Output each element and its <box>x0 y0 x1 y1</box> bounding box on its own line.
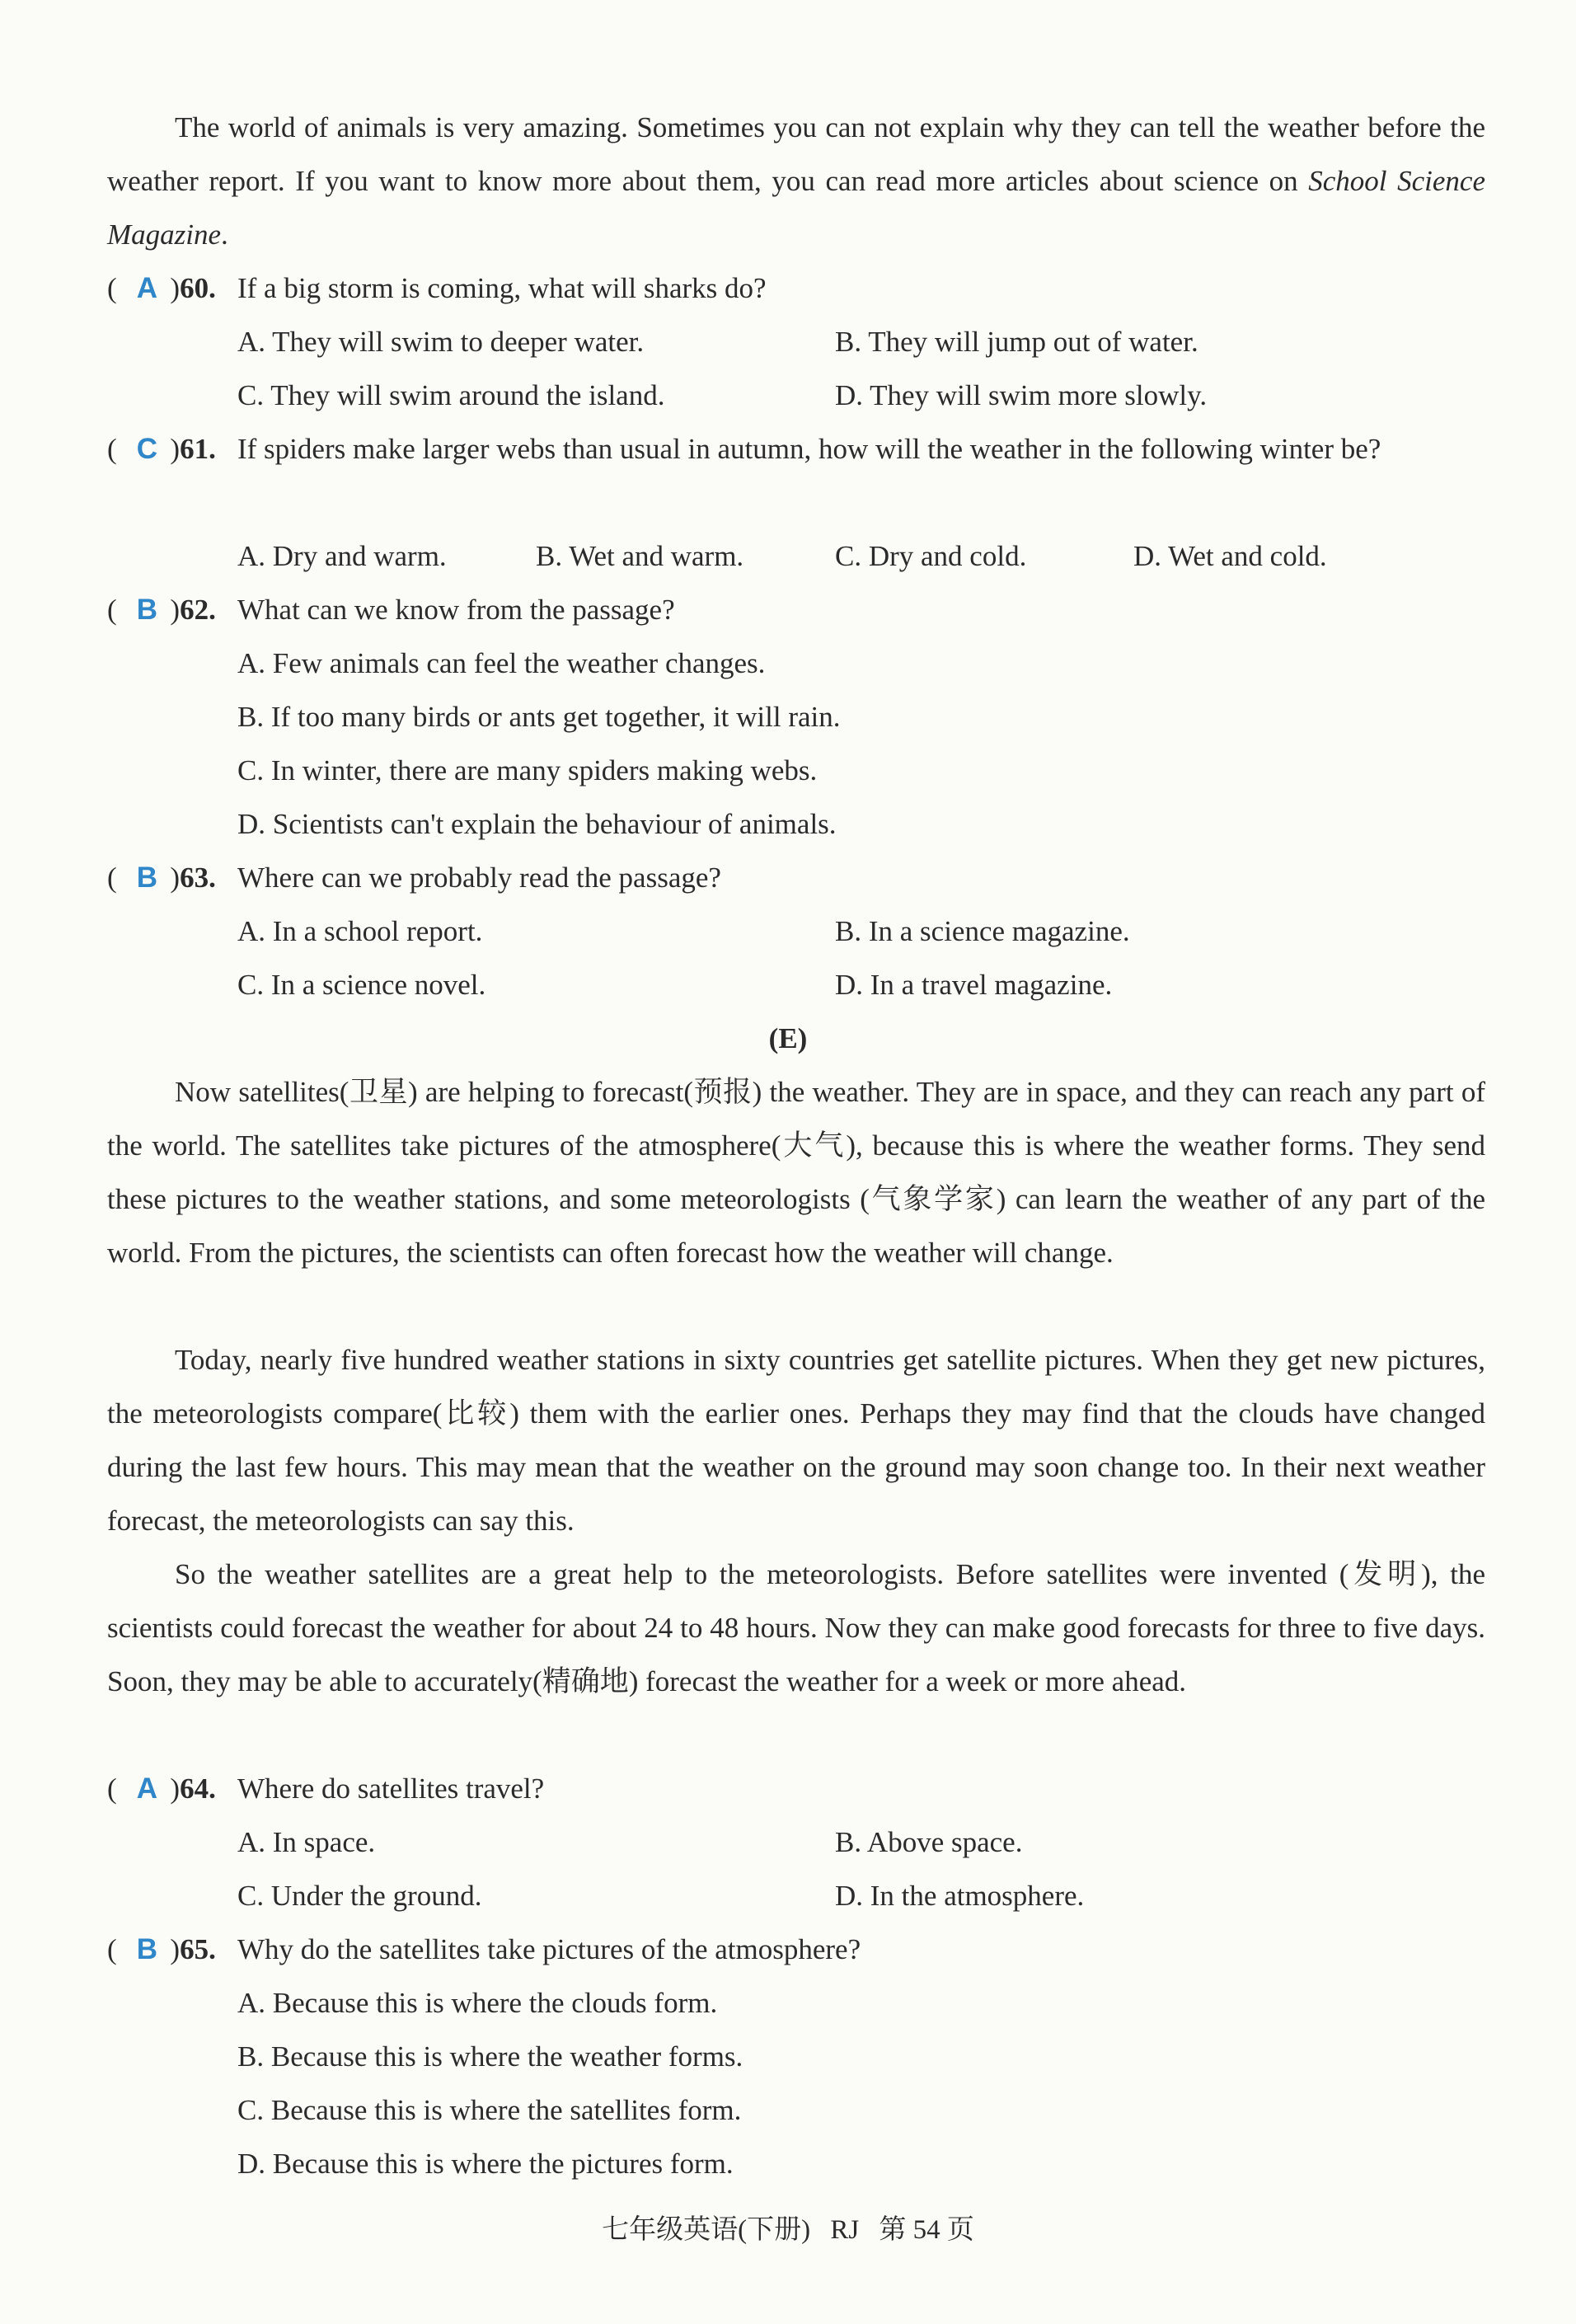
option-b: B. In a science magazine. <box>835 915 1130 947</box>
option-c: C. Because this is where the satellites form. <box>237 2094 742 2126</box>
option-b: B. Wet and warm. <box>536 540 744 572</box>
question-number: 60. <box>180 272 216 304</box>
option-d: D. In the atmosphere. <box>835 1880 1085 1912</box>
question-stem: What can we know from the passage? <box>237 594 675 626</box>
question-stem: Where can we probably read the passage? <box>237 862 721 894</box>
option-b: B. If too many birds or ants get together, it will rain. <box>237 701 841 733</box>
passage-e-paragraph-1: Now satellites(卫星) are helping to forecast(预报) the weather. They are in space, and they can reach any part of the world. The satellites take pictures of the atmosphere(大气), because this is where the weather forms. They send these pictures to the weather stations, and some meteorologists (气象学家) can learn the weather of any part of the world. From the pictures, the scientists can often forecast how the weather will change. <box>107 1076 1485 1269</box>
passage-d-text: The world of animals is very amazing. Sometimes you can not explain why they can tell the weather before the weather report. If you want to know more about them, you can read more articles about science on <box>107 111 1485 197</box>
question-number: 62. <box>180 594 216 626</box>
option-c: C. In a science novel. <box>237 969 486 1001</box>
option-c: C. They will swim around the island. <box>237 379 665 411</box>
option-a: A. In space. <box>237 1826 376 1858</box>
answer-63: B <box>136 862 158 894</box>
passage-e-paragraph-2: Today, nearly five hundred weather stations in sixty countries get satellite pictures. When they get new pictures, the meteorologists compare(比较) them with the earlier ones. Perhaps they may find that the clouds have changed during the last few hours. This may mean that the weather on the ground may soon change too. In their next weather forecast, the meteorologists can say this. <box>107 1344 1485 1537</box>
option-d: D. Scientists can't explain the behaviour of animals. <box>237 808 837 840</box>
question-61: ( C )61. If spiders make larger webs than usual in autumn, how will the weather in the following winter be? <box>107 422 1485 529</box>
footer-page-number: 第 54 页 <box>879 2215 974 2245</box>
question-60: ( A )60. If a big storm is coming, what will sharks do? <box>107 261 1485 315</box>
option-d: D. Because this is where the pictures form. <box>237 2148 734 2180</box>
answer-61: C <box>136 433 158 465</box>
option-c: C. In winter, there are many spiders making webs. <box>237 754 818 786</box>
passage-d-end <box>107 101 1485 261</box>
question-stem: If a big storm is coming, what will sharks do? <box>237 272 767 304</box>
option-b: B. Because this is where the weather forms. <box>237 2040 743 2073</box>
question-64: ( A )64. Where do satellites travel? <box>107 1762 1485 1815</box>
question-number: 63. <box>180 862 216 894</box>
option-a: A. In a school report. <box>237 915 483 947</box>
option-d: D. They will swim more slowly. <box>835 379 1208 411</box>
question-62: ( B )62. What can we know from the passage? <box>107 583 1485 636</box>
magazine-end: . <box>221 218 228 251</box>
question-stem: If spiders make larger webs than usual in autumn, how will the weather in the following winter be? <box>237 433 1381 465</box>
answer-64: A <box>136 1772 158 1805</box>
magazine-name: School Science Magazine <box>107 165 1485 251</box>
option-a: A. Few animals can feel the weather changes. <box>237 647 766 679</box>
question-stem: Why do the satellites take pictures of the atmosphere? <box>237 1933 861 1965</box>
answer-62: B <box>136 594 158 626</box>
page-footer <box>0 2209 1576 2251</box>
question-number: 65. <box>180 1933 216 1965</box>
question-stem: Where do satellites travel? <box>237 1772 545 1805</box>
question-number: 61. <box>180 433 216 465</box>
question-number: 64. <box>180 1772 216 1805</box>
section-e-title: (E) <box>768 1022 808 1054</box>
option-d: D. Wet and cold. <box>1133 540 1327 572</box>
option-b: B. Above space. <box>835 1826 1023 1858</box>
answer-60: A <box>136 272 158 304</box>
option-c: C. Under the ground. <box>237 1880 482 1912</box>
question-65: ( B )65. Why do the satellites take pictures of the atmosphere? <box>107 1923 1485 1976</box>
option-b: B. They will jump out of water. <box>835 326 1198 358</box>
footer-book: 七年级英语(下册) <box>602 2215 811 2245</box>
footer-edition: RJ <box>830 2215 860 2245</box>
option-a: A. Because this is where the clouds form. <box>237 1987 718 2019</box>
option-a: A. They will swim to deeper water. <box>237 326 645 358</box>
question-63: ( B )63. Where can we probably read the passage? <box>107 851 1485 904</box>
option-c: C. Dry and cold. <box>835 540 1027 572</box>
option-a: A. Dry and warm. <box>237 540 447 572</box>
option-d: D. In a travel magazine. <box>835 969 1113 1001</box>
passage-e-paragraph-3: So the weather satellites are a great help to the meteorologists. Before satellites were invented (发明), the scientists could forecast the weather for about 24 to 48 hours. Now they can make good forecasts for three to five days. Soon, they may be able to accurately(精确地) forecast the weather for a week or more ahead. <box>107 1558 1485 1697</box>
answer-65: B <box>136 1933 158 1965</box>
